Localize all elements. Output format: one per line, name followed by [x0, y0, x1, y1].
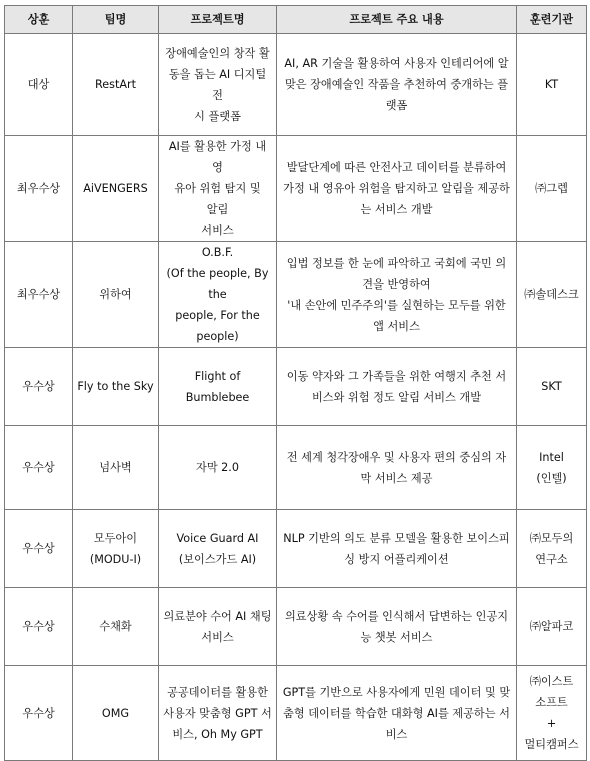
- table-row: [5, 588, 587, 666]
- cell-line: O.B.F.: [201, 246, 234, 259]
- cell-line: 공공데이터를 활용한: [167, 685, 268, 699]
- cell-line: ㈜그렙: [535, 182, 568, 195]
- cell-line: ㈜알파코: [529, 620, 574, 633]
- award-cell: 우수상: [5, 426, 73, 510]
- cell-line: (보이스가드 AI): [178, 552, 257, 566]
- header-project: 프로젝트명: [159, 6, 277, 34]
- cell-line: 의료상황 속 수어를 인식해서 답변하는 인공지: [284, 609, 509, 623]
- cell-line: 랫폼: [385, 99, 408, 112]
- team-name-cell: [73, 136, 159, 242]
- cell-line: 자막 2.0: [196, 461, 239, 474]
- project-content-cell: [277, 242, 517, 348]
- cell-line: ㈜솔데스크: [524, 288, 579, 301]
- table-row: [5, 34, 587, 136]
- cell-line: 위하여: [99, 288, 132, 301]
- cell-line: people, For the people): [175, 309, 260, 343]
- cell-line: 비스: [385, 727, 408, 741]
- project-name-cell: [159, 426, 277, 510]
- cell-line: 동을 돕는 AI 디지털 전: [168, 67, 267, 102]
- award-cell: 최우수상: [5, 136, 73, 242]
- team-name-cell: [73, 666, 159, 761]
- cell-line: 장애예술인의 창작 활: [165, 46, 270, 60]
- cell-line: Intel: [539, 450, 564, 464]
- header-team: 팀명: [73, 6, 159, 34]
- cell-line: '내 손안에 민주주의'를 실현하는 모두를 위한: [287, 298, 506, 312]
- cell-line: GPT를 기반으로 사용자에게 민원 데이터 및 맞: [282, 685, 511, 699]
- cell-line: 앱 서비스: [373, 319, 420, 333]
- table-body: [5, 34, 587, 761]
- cell-line: 맞은 장애예술인 작품을 추천하여 중개하는 플: [284, 78, 509, 91]
- awards-table: [4, 5, 587, 761]
- team-name-cell: [73, 34, 159, 136]
- cell-line: NLP 기반의 의도 분류 모델을 활용한 보이스피: [283, 531, 510, 545]
- cell-line: 수채화: [99, 620, 132, 633]
- cell-line: AI, AR 기술을 활용하여 사용자 인테리어에 알: [284, 57, 509, 70]
- cell-line: 비스와 위험 정도 알림 서비스 개발: [311, 390, 482, 404]
- table-row: [5, 136, 587, 242]
- project-name-cell: [159, 136, 277, 242]
- cell-line: 비스, Oh My GPT: [172, 727, 263, 741]
- table-row: [5, 242, 587, 348]
- cell-line: 넘사벽: [99, 461, 132, 474]
- cell-line: KT: [544, 78, 559, 91]
- award-cell: 우수상: [5, 510, 73, 588]
- cell-line: 연구소: [535, 552, 568, 566]
- org-cell: [517, 588, 587, 666]
- header-award: 상훈: [5, 6, 73, 34]
- project-name-cell: [159, 242, 277, 348]
- header-row: [5, 6, 587, 34]
- cell-line: 의료분야 수어 AI 채팅: [163, 609, 272, 623]
- team-name-cell: [73, 426, 159, 510]
- cell-line: +: [546, 717, 557, 730]
- cell-line: (MODU-I): [89, 552, 142, 566]
- cell-line: 싱 방지 어플리케이션: [344, 552, 449, 566]
- org-cell: [517, 348, 587, 426]
- cell-line: Fly to the Sky: [77, 380, 154, 393]
- project-content-cell: [277, 136, 517, 242]
- cell-line: 모두아이: [93, 531, 138, 545]
- cell-line: 사용자 맞춤형 GPT 서: [163, 706, 272, 720]
- cell-line: 서비스: [201, 224, 234, 237]
- cell-line: 발달단계에 따른 안전사고 데이터를 분류하여: [286, 161, 507, 174]
- cell-line: SKT: [541, 380, 562, 393]
- cell-line: 능 챗봇 서비스: [360, 630, 433, 644]
- cell-line: (Of the people, By the: [166, 267, 269, 301]
- cell-line: Flight of Bumblebee: [185, 369, 250, 404]
- cell-line: AI를 활용한 가정 내 영: [168, 140, 267, 174]
- project-name-cell: [159, 588, 277, 666]
- cell-line: 시 플랫폼: [194, 109, 241, 123]
- cell-line: RestArt: [94, 78, 136, 91]
- project-name-cell: [159, 348, 277, 426]
- cell-line: 견을 반영하여: [362, 277, 431, 291]
- cell-line: 소프트: [535, 696, 568, 709]
- cell-line: ㈜모두의: [529, 531, 574, 545]
- award-cell: 우수상: [5, 666, 73, 761]
- cell-line: 춤형 데이터를 학습한 대화형 AI를 제공하는 서: [283, 706, 510, 720]
- cell-line: 이동 약자와 그 가족들을 위한 여행지 추천 서: [286, 369, 507, 383]
- cell-line: 서비스: [201, 630, 234, 644]
- org-cell: [517, 666, 587, 761]
- award-cell: 최우수상: [5, 242, 73, 348]
- org-cell: [517, 242, 587, 348]
- cell-line: 가정 내 영유아 위험을 탐지하고 알림을 제공하: [283, 182, 510, 195]
- project-content-cell: [277, 348, 517, 426]
- org-cell: [517, 426, 587, 510]
- cell-line: 멀티캠퍼스: [524, 738, 579, 751]
- cell-line: 막 서비스 제공: [360, 471, 433, 485]
- cell-line: AiVENGERS: [83, 182, 148, 195]
- project-content-cell: [277, 588, 517, 666]
- project-name-cell: [159, 666, 277, 761]
- header-content: 프로젝트 주요 내용: [277, 6, 517, 34]
- cell-line: 유아 위험 탐지 및 알림: [174, 182, 261, 216]
- team-name-cell: [73, 242, 159, 348]
- team-name-cell: [73, 588, 159, 666]
- cell-line: Voice Guard AI: [176, 531, 259, 545]
- project-content-cell: [277, 666, 517, 761]
- project-name-cell: [159, 510, 277, 588]
- header-org: 훈련기관: [517, 6, 587, 34]
- table-row: [5, 510, 587, 588]
- award-cell: 대상: [5, 34, 73, 136]
- table-row: [5, 426, 587, 510]
- team-name-cell: [73, 510, 159, 588]
- award-cell: 우수상: [5, 348, 73, 426]
- project-name-cell: [159, 34, 277, 136]
- cell-line: 입법 정보를 한 눈에 파악하고 국회에 국민 의: [286, 256, 507, 270]
- table-row: [5, 348, 587, 426]
- award-cell: 우수상: [5, 588, 73, 666]
- cell-line: 전 세계 청각장애우 및 사용자 편의 중심의 자: [286, 450, 507, 464]
- team-name-cell: [73, 348, 159, 426]
- cell-line: OMG: [101, 706, 130, 720]
- project-content-cell: [277, 34, 517, 136]
- project-content-cell: [277, 426, 517, 510]
- cell-line: ㈜이스트: [529, 675, 574, 688]
- org-cell: [517, 136, 587, 242]
- cell-line: (인텔): [536, 471, 567, 485]
- table-row: [5, 666, 587, 761]
- cell-line: 는 서비스 개발: [360, 203, 433, 216]
- org-cell: [517, 34, 587, 136]
- project-content-cell: [277, 510, 517, 588]
- org-cell: [517, 510, 587, 588]
